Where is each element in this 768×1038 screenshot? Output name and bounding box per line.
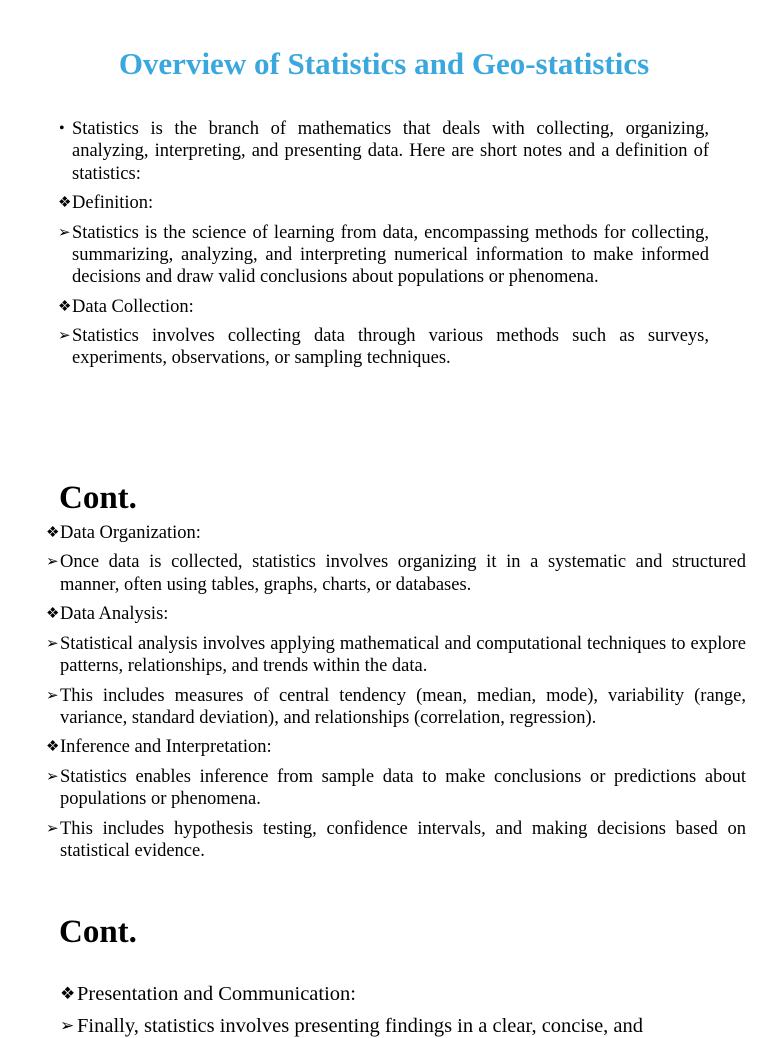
- definition-text: [58, 222, 709, 289]
- bullet-text: Statistics involves collecting data through various methods such as surveys, experiments, observations, or sampling techniques.: [72, 326, 709, 369]
- bullet-intro: [58, 118, 709, 185]
- data-organization-text: [46, 551, 746, 596]
- section-definition: [58, 192, 709, 214]
- slide-title: Overview of Statistics and Geo-statistics: [118, 46, 650, 81]
- diamond-bullet-icon: ❖: [58, 298, 72, 315]
- bullet-dot-icon: •: [59, 120, 65, 137]
- section-presentation: [60, 982, 710, 1006]
- section-label: Presentation and Communication:: [77, 983, 356, 1005]
- section-inference: [46, 736, 746, 758]
- slide-cont-2: [0, 900, 768, 1037]
- data-analysis-measures-text: [46, 685, 746, 730]
- section-data-organization: [46, 522, 746, 544]
- diamond-bullet-icon: ❖: [58, 195, 72, 212]
- diamond-bullet-icon: ❖: [60, 984, 76, 1003]
- slide-overview: [0, 0, 768, 470]
- bullet-text: Statistics is the science of learning from data, encompassing methods for collecting, summarizing, analyzing, and interpreting numerical information to make informed decisions and draw valid conclusions about populations or phenomena.: [72, 222, 709, 288]
- inference-text: [46, 766, 746, 811]
- slide-cont-1: [0, 470, 768, 900]
- data-collection-text: [58, 325, 709, 370]
- slide-body: [60, 982, 710, 1037]
- slide-body: [58, 118, 709, 377]
- bullet-text: Finally, statistics involves presenting findings in a clear, concise, and: [77, 1015, 644, 1037]
- arrow-bullet-icon: ➢: [60, 1016, 75, 1035]
- presentation-text: [60, 1014, 710, 1037]
- section-data-analysis: [46, 603, 746, 625]
- bullet-text: This includes hypothesis testing, confidence intervals, and making decisions based on statistical evidence.: [60, 818, 746, 861]
- bullet-text: Once data is collected, statistics involves organizing it in a systematic and structured manner, often using tables, graphs, charts, or databases.: [60, 552, 746, 595]
- slide-body: [46, 522, 746, 869]
- section-label: Data Analysis:: [60, 604, 169, 625]
- bullet-text: This includes measures of central tendency (mean, median, mode), variability (range, variance, standard deviation), and relationships (correlation, regression).: [60, 685, 746, 728]
- diamond-bullet-icon: ❖: [46, 525, 60, 541]
- section-label: Data Collection:: [72, 296, 194, 317]
- arrow-bullet-icon: ➢: [46, 635, 59, 652]
- diamond-bullet-icon: ❖: [46, 606, 60, 623]
- diamond-bullet-icon: ❖: [46, 739, 60, 756]
- bullet-text: Statistics is the branch of mathematics that deals with collecting, organizing, analyzing, interpreting, and presenting data. Here are short notes and a definition of statistics:: [72, 119, 709, 184]
- arrow-bullet-icon: ➢: [46, 820, 59, 837]
- arrow-bullet-icon: ➢: [58, 328, 71, 345]
- arrow-bullet-icon: ➢: [46, 768, 59, 785]
- arrow-bullet-icon: ➢: [46, 687, 59, 704]
- section-label: Data Organization:: [60, 523, 201, 543]
- inference-methods-text: [46, 818, 746, 863]
- bullet-text: Statistical analysis involves applying mathematical and computational techniques to explore patterns, relationships, and trends within the data.: [60, 633, 746, 677]
- section-label: Inference and Interpretation:: [60, 737, 272, 758]
- bullet-text: Statistics enables inference from sample data to make conclusions or predictions about populations or phenomena.: [60, 766, 746, 810]
- slide-heading: Cont.: [59, 914, 137, 950]
- arrow-bullet-icon: ➢: [58, 224, 71, 241]
- section-label: Definition:: [72, 193, 154, 214]
- arrow-bullet-icon: ➢: [46, 554, 59, 571]
- slide-heading: Cont.: [59, 480, 137, 516]
- section-data-collection: [58, 296, 709, 318]
- data-analysis-text: [46, 633, 746, 678]
